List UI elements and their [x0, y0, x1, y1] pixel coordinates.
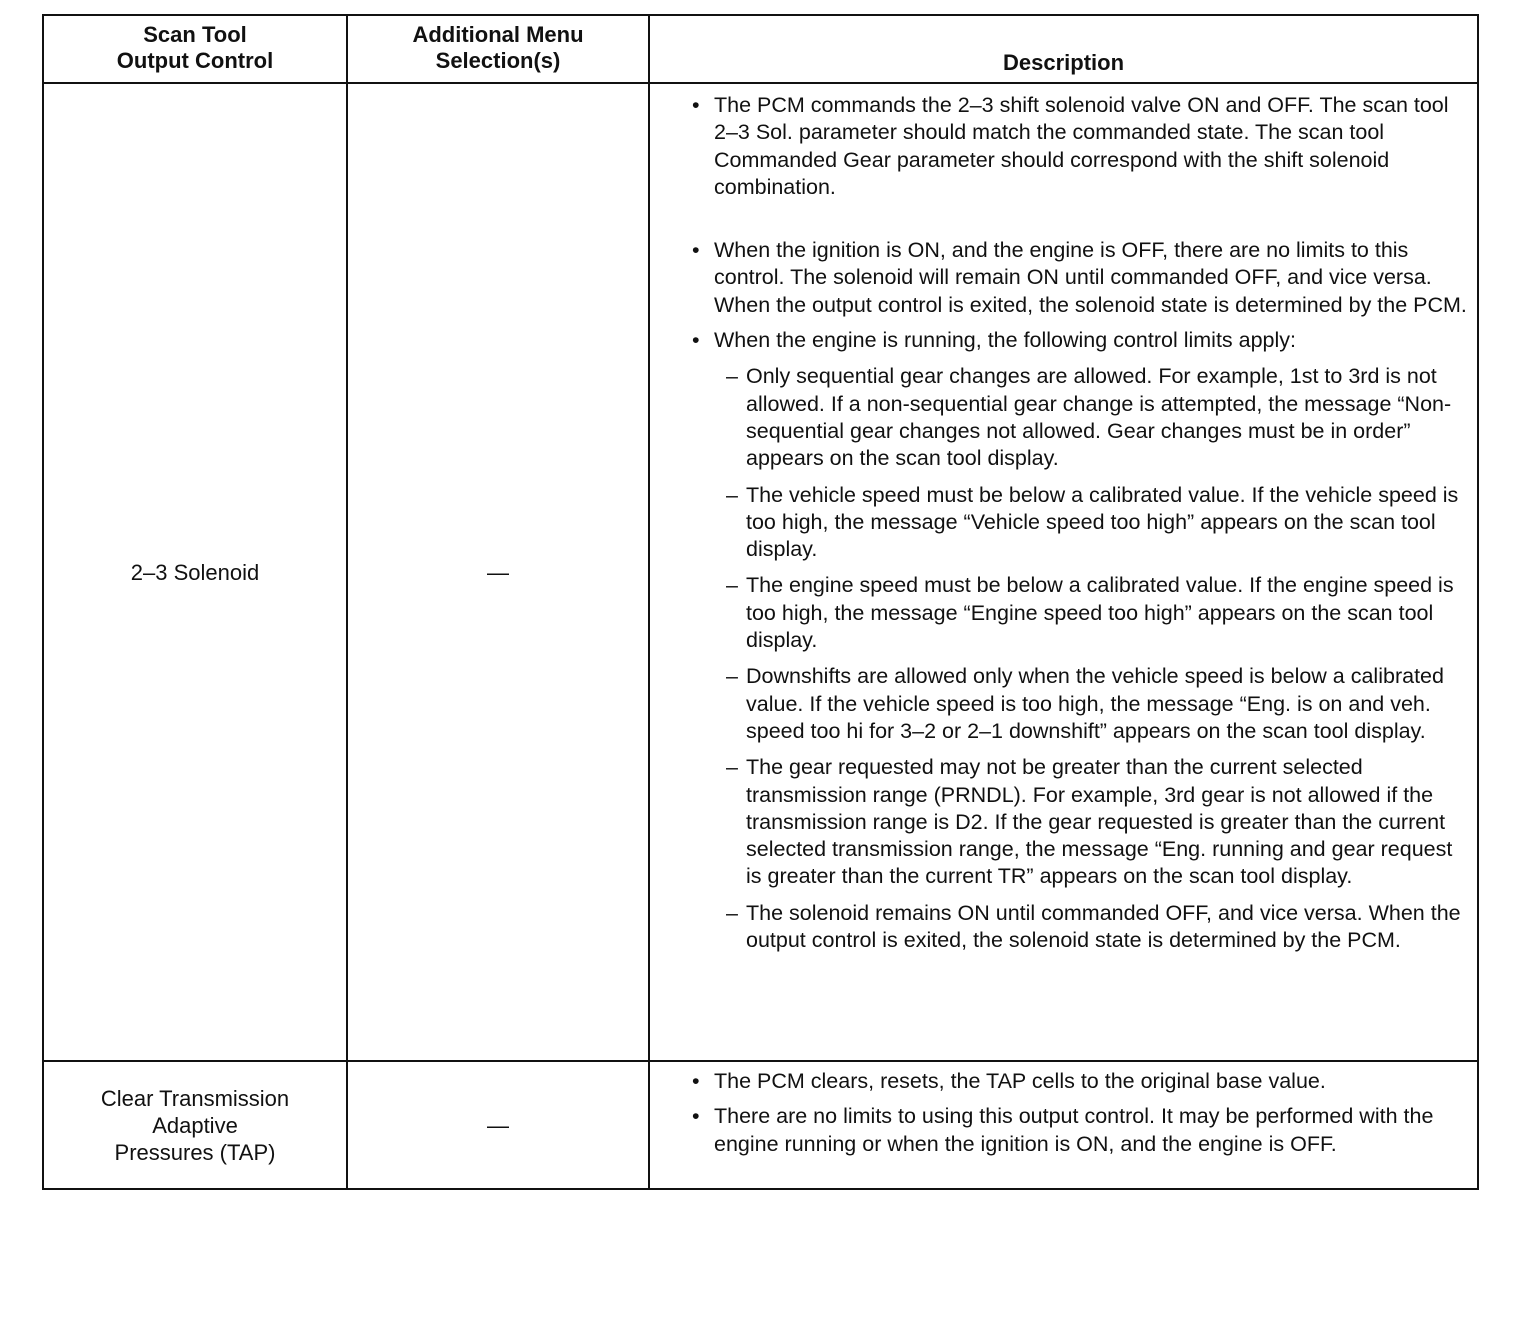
description-bullet: • When the engine is running, the following control limits apply: [692, 327, 1469, 354]
output-control-line: Pressures (TAP) [114, 1139, 276, 1165]
description-cell [650, 84, 1477, 1060]
description-sub-item: – The vehicle speed must be below a calibrated value. If the vehicle speed is too high, the message “Vehicle speed too high” appears on the scan tool display. [724, 482, 1469, 564]
menu-selection-cell: — [348, 1062, 650, 1188]
description-bullet: • The PCM clears, resets, the TAP cells to the original base value. [692, 1068, 1469, 1095]
table-row [44, 82, 1477, 1060]
table-header-row [44, 16, 1477, 82]
description-bullet: • There are no limits to using this output control. It may be performed with the engine running or when the ignition is ON, and the engine is OFF. [692, 1103, 1469, 1158]
output-control-line: Adaptive [152, 1112, 238, 1138]
header-output-control [44, 16, 348, 82]
description-sub-item: – Only sequential gear changes are allowed. For example, 1st to 3rd is not allowed. If a non-sequential gear change is attempted, the message “Non-sequential gear changes not allowed. Gear changes must be in order” appears on the scan tool display. [724, 363, 1469, 472]
output-control-line: Clear Transmission [100, 1085, 290, 1111]
description-sub-item: – The solenoid remains ON until commanded OFF, and vice versa. When the output control is exited, the solenoid state is determined by the PCM. [724, 900, 1469, 955]
header-menu-selection [348, 16, 650, 82]
description-sub-item: – Downshifts are allowed only when the vehicle speed is below a calibrated value. If the vehicle speed is too high, the message “Eng. is on and veh. speed too hi for 3–2 or 2–1 downshift” appears on the scan tool display. [724, 663, 1469, 745]
output-control-cell: 2–3 Solenoid [44, 84, 348, 1060]
output-control-table [42, 14, 1479, 1190]
header-output-control-line1: Scan Tool [143, 22, 247, 47]
description-bullet: • When the ignition is ON, and the engine is OFF, there are no limits to this control. The solenoid will remain ON until commanded OFF, and vice versa. When the output control is exited, the solenoid state is determined by the PCM. [692, 237, 1469, 319]
header-description: Description [1002, 50, 1125, 75]
output-control-cell [44, 1062, 348, 1188]
header-menu-selection-line1: Additional Menu [412, 22, 584, 47]
description-cell [650, 1062, 1477, 1188]
header-menu-selection-line2: Selection(s) [435, 48, 561, 73]
description-sub-item: – The gear requested may not be greater than the current selected transmission range (PRNDL). For example, 3rd gear is not allowed if the transmission range is D2. If the gear requested is greater than the current selected transmission range, the message “Eng. running and gear request is greater than the current TR” appears on the scan tool display. [724, 754, 1469, 890]
menu-selection-cell: — [348, 84, 650, 1060]
header-output-control-line2: Output Control [116, 48, 274, 73]
description-bullet: • The PCM commands the 2–3 shift solenoid valve ON and OFF. The scan tool 2–3 Sol. parameter should match the commanded state. The scan tool Commanded Gear parameter should correspond with the shift solenoid combination. [692, 92, 1469, 201]
description-sub-item: – The engine speed must be below a calibrated value. If the engine speed is too high, the message “Engine speed too high” appears on the scan tool display. [724, 572, 1469, 654]
table-row [44, 1060, 1477, 1188]
